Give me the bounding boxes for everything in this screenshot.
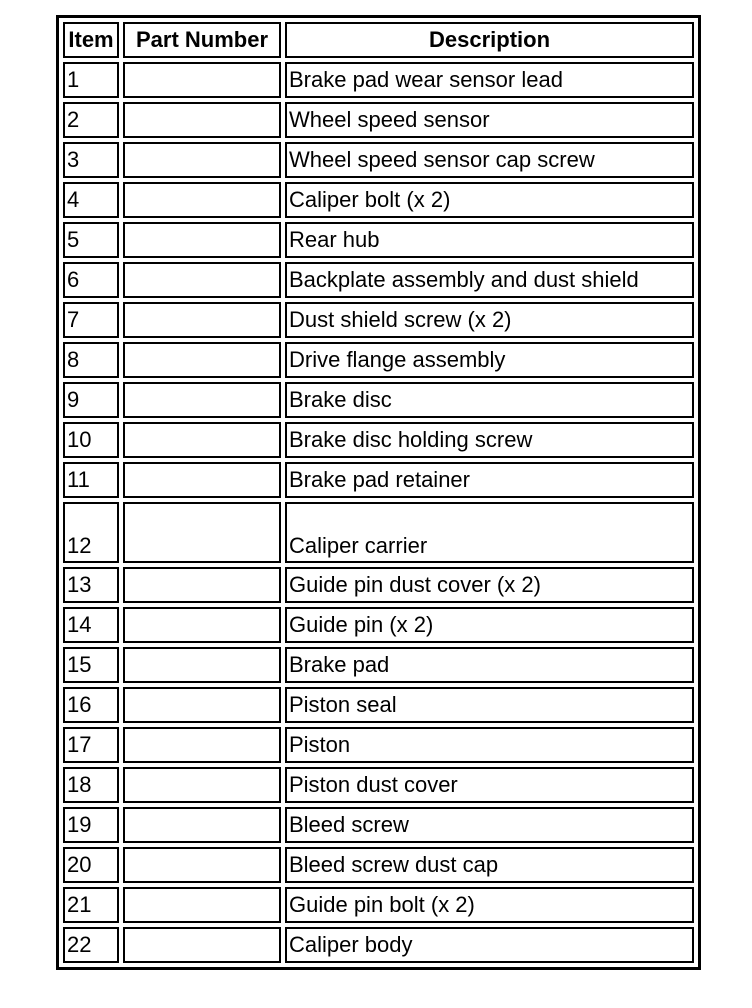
item-cell: 4: [63, 182, 119, 218]
part-number-cell: [123, 182, 281, 218]
description-cell: Brake disc holding screw: [285, 422, 694, 458]
item-cell: 18: [63, 767, 119, 803]
description-cell: Brake disc: [285, 382, 694, 418]
part-number-cell: [123, 382, 281, 418]
table-row: [63, 727, 694, 763]
item-cell: 3: [63, 142, 119, 178]
item-cell: 1: [63, 62, 119, 98]
description-cell: Backplate assembly and dust shield: [285, 262, 694, 298]
table-row: [63, 887, 694, 923]
table-row: [63, 502, 694, 563]
description-cell: Caliper carrier: [285, 502, 694, 563]
part-number-cell: [123, 807, 281, 843]
header-part-number: Part Number: [123, 22, 281, 58]
item-cell: 8: [63, 342, 119, 378]
part-number-cell: [123, 847, 281, 883]
table-row: [63, 567, 694, 603]
item-cell: 14: [63, 607, 119, 643]
table-row: [63, 847, 694, 883]
parts-table: [56, 15, 701, 970]
item-cell: 16: [63, 687, 119, 723]
description-cell: Bleed screw dust cap: [285, 847, 694, 883]
header-description: Description: [285, 22, 694, 58]
table-row: [63, 62, 694, 98]
description-cell: Caliper bolt (x 2): [285, 182, 694, 218]
description-cell: Guide pin dust cover (x 2): [285, 567, 694, 603]
table-row: [63, 222, 694, 258]
item-cell: 6: [63, 262, 119, 298]
item-cell: 20: [63, 847, 119, 883]
part-number-cell: [123, 222, 281, 258]
table-row: [63, 382, 694, 418]
description-cell: Dust shield screw (x 2): [285, 302, 694, 338]
part-number-cell: [123, 302, 281, 338]
part-number-cell: [123, 62, 281, 98]
table-row: [63, 422, 694, 458]
description-cell: Wheel speed sensor: [285, 102, 694, 138]
description-cell: Caliper body: [285, 927, 694, 963]
part-number-cell: [123, 687, 281, 723]
table-row: [63, 927, 694, 963]
header-item: Item: [63, 22, 119, 58]
item-cell: 19: [63, 807, 119, 843]
table-row: [63, 182, 694, 218]
description-cell: Piston seal: [285, 687, 694, 723]
part-number-cell: [123, 102, 281, 138]
part-number-cell: [123, 502, 281, 563]
description-cell: Guide pin (x 2): [285, 607, 694, 643]
description-cell: Drive flange assembly: [285, 342, 694, 378]
part-number-cell: [123, 142, 281, 178]
part-number-cell: [123, 342, 281, 378]
table-row: [63, 807, 694, 843]
item-cell: 10: [63, 422, 119, 458]
part-number-cell: [123, 887, 281, 923]
item-cell: 5: [63, 222, 119, 258]
item-cell: 9: [63, 382, 119, 418]
table-row: [63, 687, 694, 723]
description-cell: Wheel speed sensor cap screw: [285, 142, 694, 178]
header-row: [63, 22, 694, 58]
item-cell: 21: [63, 887, 119, 923]
description-cell: Rear hub: [285, 222, 694, 258]
description-cell: Bleed screw: [285, 807, 694, 843]
description-cell: Piston dust cover: [285, 767, 694, 803]
part-number-cell: [123, 927, 281, 963]
table-body: [63, 62, 694, 963]
part-number-cell: [123, 422, 281, 458]
part-number-cell: [123, 607, 281, 643]
part-number-cell: [123, 647, 281, 683]
item-cell: 12: [63, 502, 119, 563]
table-row: [63, 342, 694, 378]
description-cell: Brake pad: [285, 647, 694, 683]
item-cell: 22: [63, 927, 119, 963]
item-cell: 13: [63, 567, 119, 603]
table-row: [63, 607, 694, 643]
description-cell: Guide pin bolt (x 2): [285, 887, 694, 923]
part-number-cell: [123, 767, 281, 803]
part-number-cell: [123, 567, 281, 603]
item-cell: 15: [63, 647, 119, 683]
table-row: [63, 462, 694, 498]
table-row: [63, 142, 694, 178]
table-row: [63, 767, 694, 803]
description-cell: Brake pad retainer: [285, 462, 694, 498]
part-number-cell: [123, 727, 281, 763]
item-cell: 7: [63, 302, 119, 338]
item-cell: 2: [63, 102, 119, 138]
description-cell: Brake pad wear sensor lead: [285, 62, 694, 98]
item-cell: 17: [63, 727, 119, 763]
table-header: [63, 22, 694, 58]
table-row: [63, 262, 694, 298]
table-row: [63, 302, 694, 338]
part-number-cell: [123, 262, 281, 298]
item-cell: 11: [63, 462, 119, 498]
table-row: [63, 102, 694, 138]
description-cell: Piston: [285, 727, 694, 763]
part-number-cell: [123, 462, 281, 498]
table-row: [63, 647, 694, 683]
